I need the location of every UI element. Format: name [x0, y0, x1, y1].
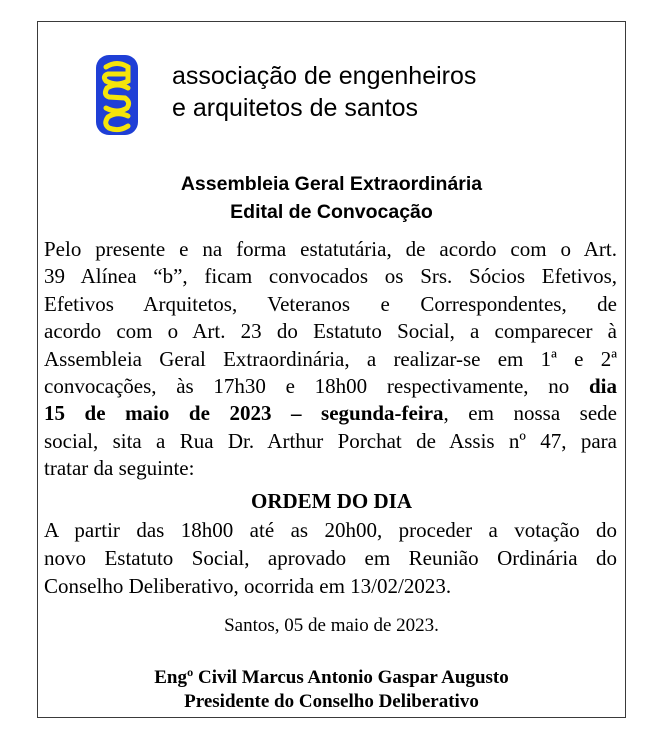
notice-title: Assembleia Geral Extraordinária	[180, 173, 483, 195]
meeting-date: 15 de maio de 2023 – segunda-feira	[44, 401, 444, 426]
body-line	[44, 373, 617, 400]
organization-name-line-1: associação de engenheiros	[172, 62, 477, 90]
signature-block	[37, 666, 626, 713]
organization-name	[172, 60, 476, 124]
agenda-line: novo Estatuto Social, aprovado em Reunião Ordinária do	[44, 546, 617, 570]
place-and-date: Santos, 05 de maio de 2023.	[224, 615, 439, 636]
body-line: Efetivos Arquitetos, Veteranos e Correspondentes, de	[44, 291, 617, 316]
body-line-text: , em nossa sede	[443, 401, 617, 426]
body-line: Pelo presente e na forma estatutária, de acordo com o Art.	[44, 237, 617, 261]
agenda-line: A partir das 18h00 até as 20h00, proceder a votação do	[44, 518, 617, 542]
body-line: social, sita a Rua Dr. Arthur Porchat de Assis nº 47, para	[44, 428, 617, 453]
body-line	[44, 400, 617, 427]
agenda-title: ORDEM DO DIA	[251, 489, 412, 513]
aeas-monogram-logo	[95, 54, 139, 136]
notice-subtitle: Edital de Convocação	[230, 201, 433, 223]
body-line-text: convocações, às 17h30 e 18h00 respectivamente, no	[44, 374, 570, 399]
body-line: tratar da seguinte:	[44, 456, 195, 481]
agenda-body	[44, 516, 617, 600]
notice-body	[44, 236, 617, 483]
organization-name-line-2: e arquitetos de santos	[172, 94, 418, 122]
signatory-role: Presidente do Conselho Deliberativo	[184, 690, 479, 712]
body-line: Assembleia Geral Extraordinária, a realizar-se em 1ª e 2ª	[44, 346, 617, 371]
notice-headline	[37, 170, 626, 226]
signatory-name: Engº Civil Marcus Antonio Gaspar Augusto	[154, 667, 509, 688]
body-line: 39 Alínea “b”, ficam convocados os Srs. Sócios Efetivos,	[44, 264, 617, 289]
meeting-day-label: dia	[588, 374, 617, 399]
agenda-line: Conselho Deliberativo, ocorrida em 13/02/2023.	[44, 574, 452, 598]
body-line: acordo com o Art. 23 do Estatuto Social, a comparecer à	[44, 319, 617, 344]
